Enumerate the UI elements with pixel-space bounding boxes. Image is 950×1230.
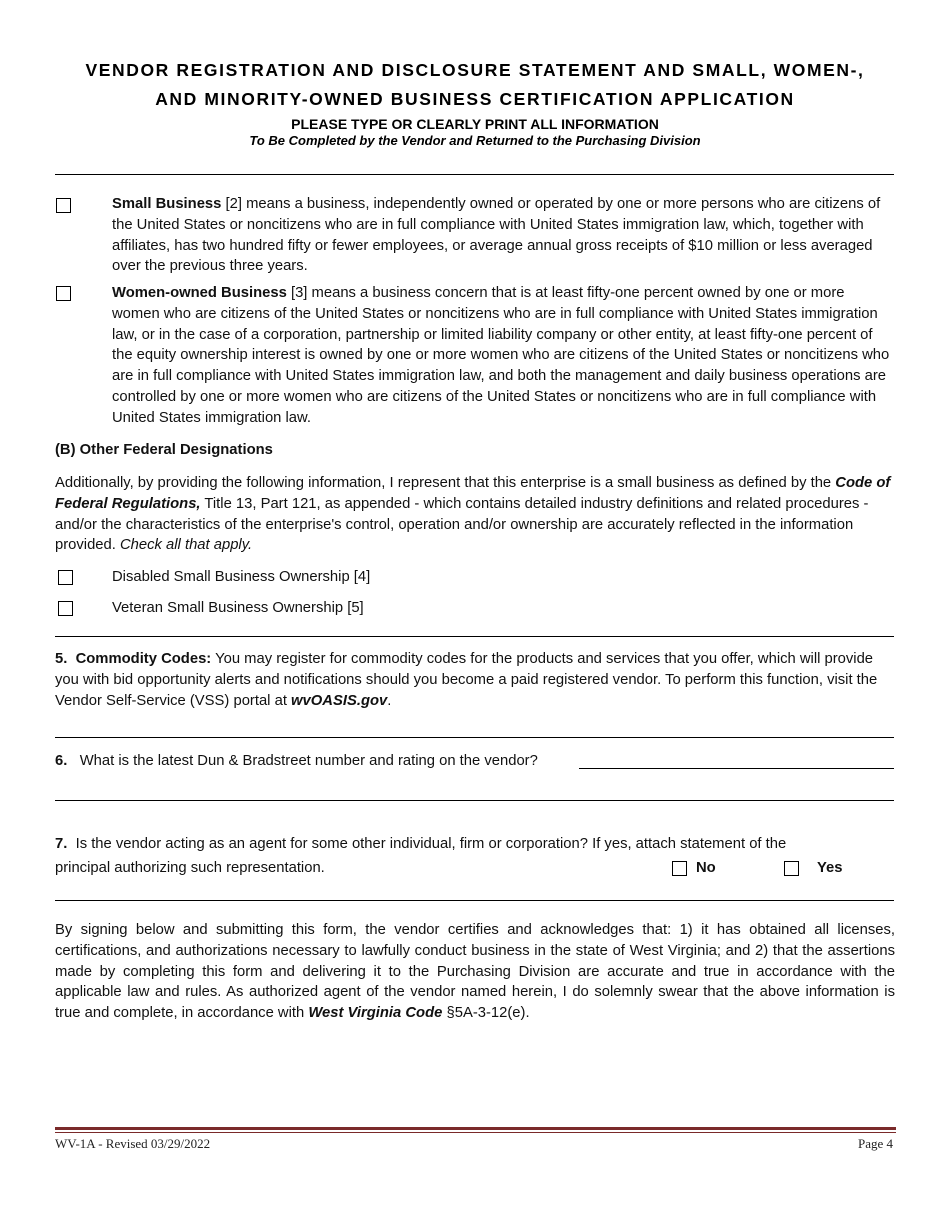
- veteran-small-business-label: Veteran Small Business Ownership [5]: [112, 600, 364, 616]
- agent-yes-label: Yes: [817, 860, 843, 876]
- agent-no-label: No: [696, 860, 716, 876]
- section-b-intro: Additionally, by providing the following information, I represent that this enterprise is a small business as defined by the Code of Federal Regulations, Title 13, Part 121, as appended - which contains detailed industry definitions and related procedures - and/or the characteristics of the enterprise's control, operation and/or ownership are accurately reflected in the information provided. Check all that apply.: [55, 475, 891, 554]
- form-title-line-2: AND MINORITY-OWNED BUSINESS CERTIFICATION APPLICATION: [155, 89, 795, 109]
- women-owned-business-term: Women-owned Business: [112, 285, 287, 301]
- cfr-reference: Code of Federal Regulations,: [55, 475, 891, 512]
- women-owned-business-definition: Women-owned Business [3] means a business concern that is at least fifty-one percent owned by one or more women who are citizens of the United States or noncitizens who are in full compliance with United States immigration law, or in the case of a corporation, partnership or limited liability company or other entity, at least fifty-one percent of the equity ownership interest is owned by one or more women who are citizens of the United States or noncitizens who are in full compliance with United States immigration law, and both the management and daily business operations are controlled by one or more women who are citizens of the United States or noncitizens who are in full compliance with United States immigration law.: [112, 285, 890, 426]
- small-business-checkbox[interactable]: [56, 198, 71, 213]
- instruction-text: PLEASE TYPE OR CLEARLY PRINT ALL INFORMATION: [291, 116, 659, 132]
- agent-yes-checkbox[interactable]: [784, 861, 799, 876]
- commodity-codes-question: 5. Commodity Codes: You may register for commodity codes for the products and services that you offer, which will provide you with bid opportunity alerts and notifications should you become a paid registered vendor. To perform this function, visit the Vendor Self-Service (VSS) portal at wvOASIS.gov.: [55, 651, 878, 709]
- disabled-small-business-label: Disabled Small Business Ownership [4]: [112, 569, 371, 585]
- header-divider: [55, 174, 894, 175]
- section-divider: [55, 900, 894, 901]
- small-business-term: Small Business: [112, 196, 222, 212]
- footer-rule-thick: [55, 1127, 896, 1130]
- section-b-heading: (B) Other Federal Designations: [55, 442, 273, 458]
- agent-no-checkbox[interactable]: [672, 861, 687, 876]
- disabled-small-business-checkbox[interactable]: [58, 570, 73, 585]
- west-virginia-code-reference: West Virginia Code: [308, 1005, 443, 1022]
- footer-rule-thin: [55, 1132, 896, 1133]
- dun-bradstreet-question: 6. What is the latest Dun & Bradstreet number and rating on the vendor?: [55, 753, 538, 769]
- section-divider: [55, 800, 894, 801]
- small-business-definition: Small Business [2] means a business, independently owned or operated by one or more persons who are citizens of the United States or noncitizens who are in full compliance with United States immigration law, which, together with affiliates, has two hundred fifty or fewer employees, or average annual gross receipts of $10 million or less averaged over the previous three years.: [112, 196, 881, 275]
- sub-instruction-text: To Be Completed by the Vendor and Returned to the Purchasing Division: [249, 133, 701, 148]
- veteran-small-business-checkbox[interactable]: [58, 601, 73, 616]
- wvoasis-portal-link[interactable]: wvOASIS.gov: [291, 692, 388, 709]
- section-divider: [55, 636, 894, 637]
- agent-question: 7. Is the vendor acting as an agent for some other individual, firm or corporation? If yes, attach statement of the: [55, 836, 787, 852]
- commodity-codes-title: Commodity Codes:: [75, 651, 212, 667]
- section-divider: [55, 737, 894, 738]
- form-revision: WV-1A - Revised 03/29/2022: [55, 1136, 211, 1151]
- form-title-line-1: VENDOR REGISTRATION AND DISCLOSURE STATEMENT AND SMALL, WOMEN-,: [85, 60, 865, 80]
- dun-bradstreet-field[interactable]: [582, 751, 892, 769]
- agent-question-continued: principal authorizing such representation.: [55, 860, 325, 876]
- certification-statement: By signing below and submitting this form, the vendor certifies and acknowledges that: 1) it has obtained all licenses, certifications, and authorizations necessary to lawfully conduct business in the state of West Virginia; and 2) that the assertions made by completing this form and delivering it to the Purchasing Division are accurate and true in accordance with the applicable law and rules. As authorized agent of the vendor named herein, I do solemnly swear that the above information is true and complete, in accordance with West Virginia Code §5A-3-12(e).: [55, 922, 895, 1022]
- women-owned-business-checkbox[interactable]: [56, 286, 71, 301]
- page-number: Page 4: [857, 1136, 893, 1151]
- check-all-note: Check all that apply.: [119, 537, 253, 554]
